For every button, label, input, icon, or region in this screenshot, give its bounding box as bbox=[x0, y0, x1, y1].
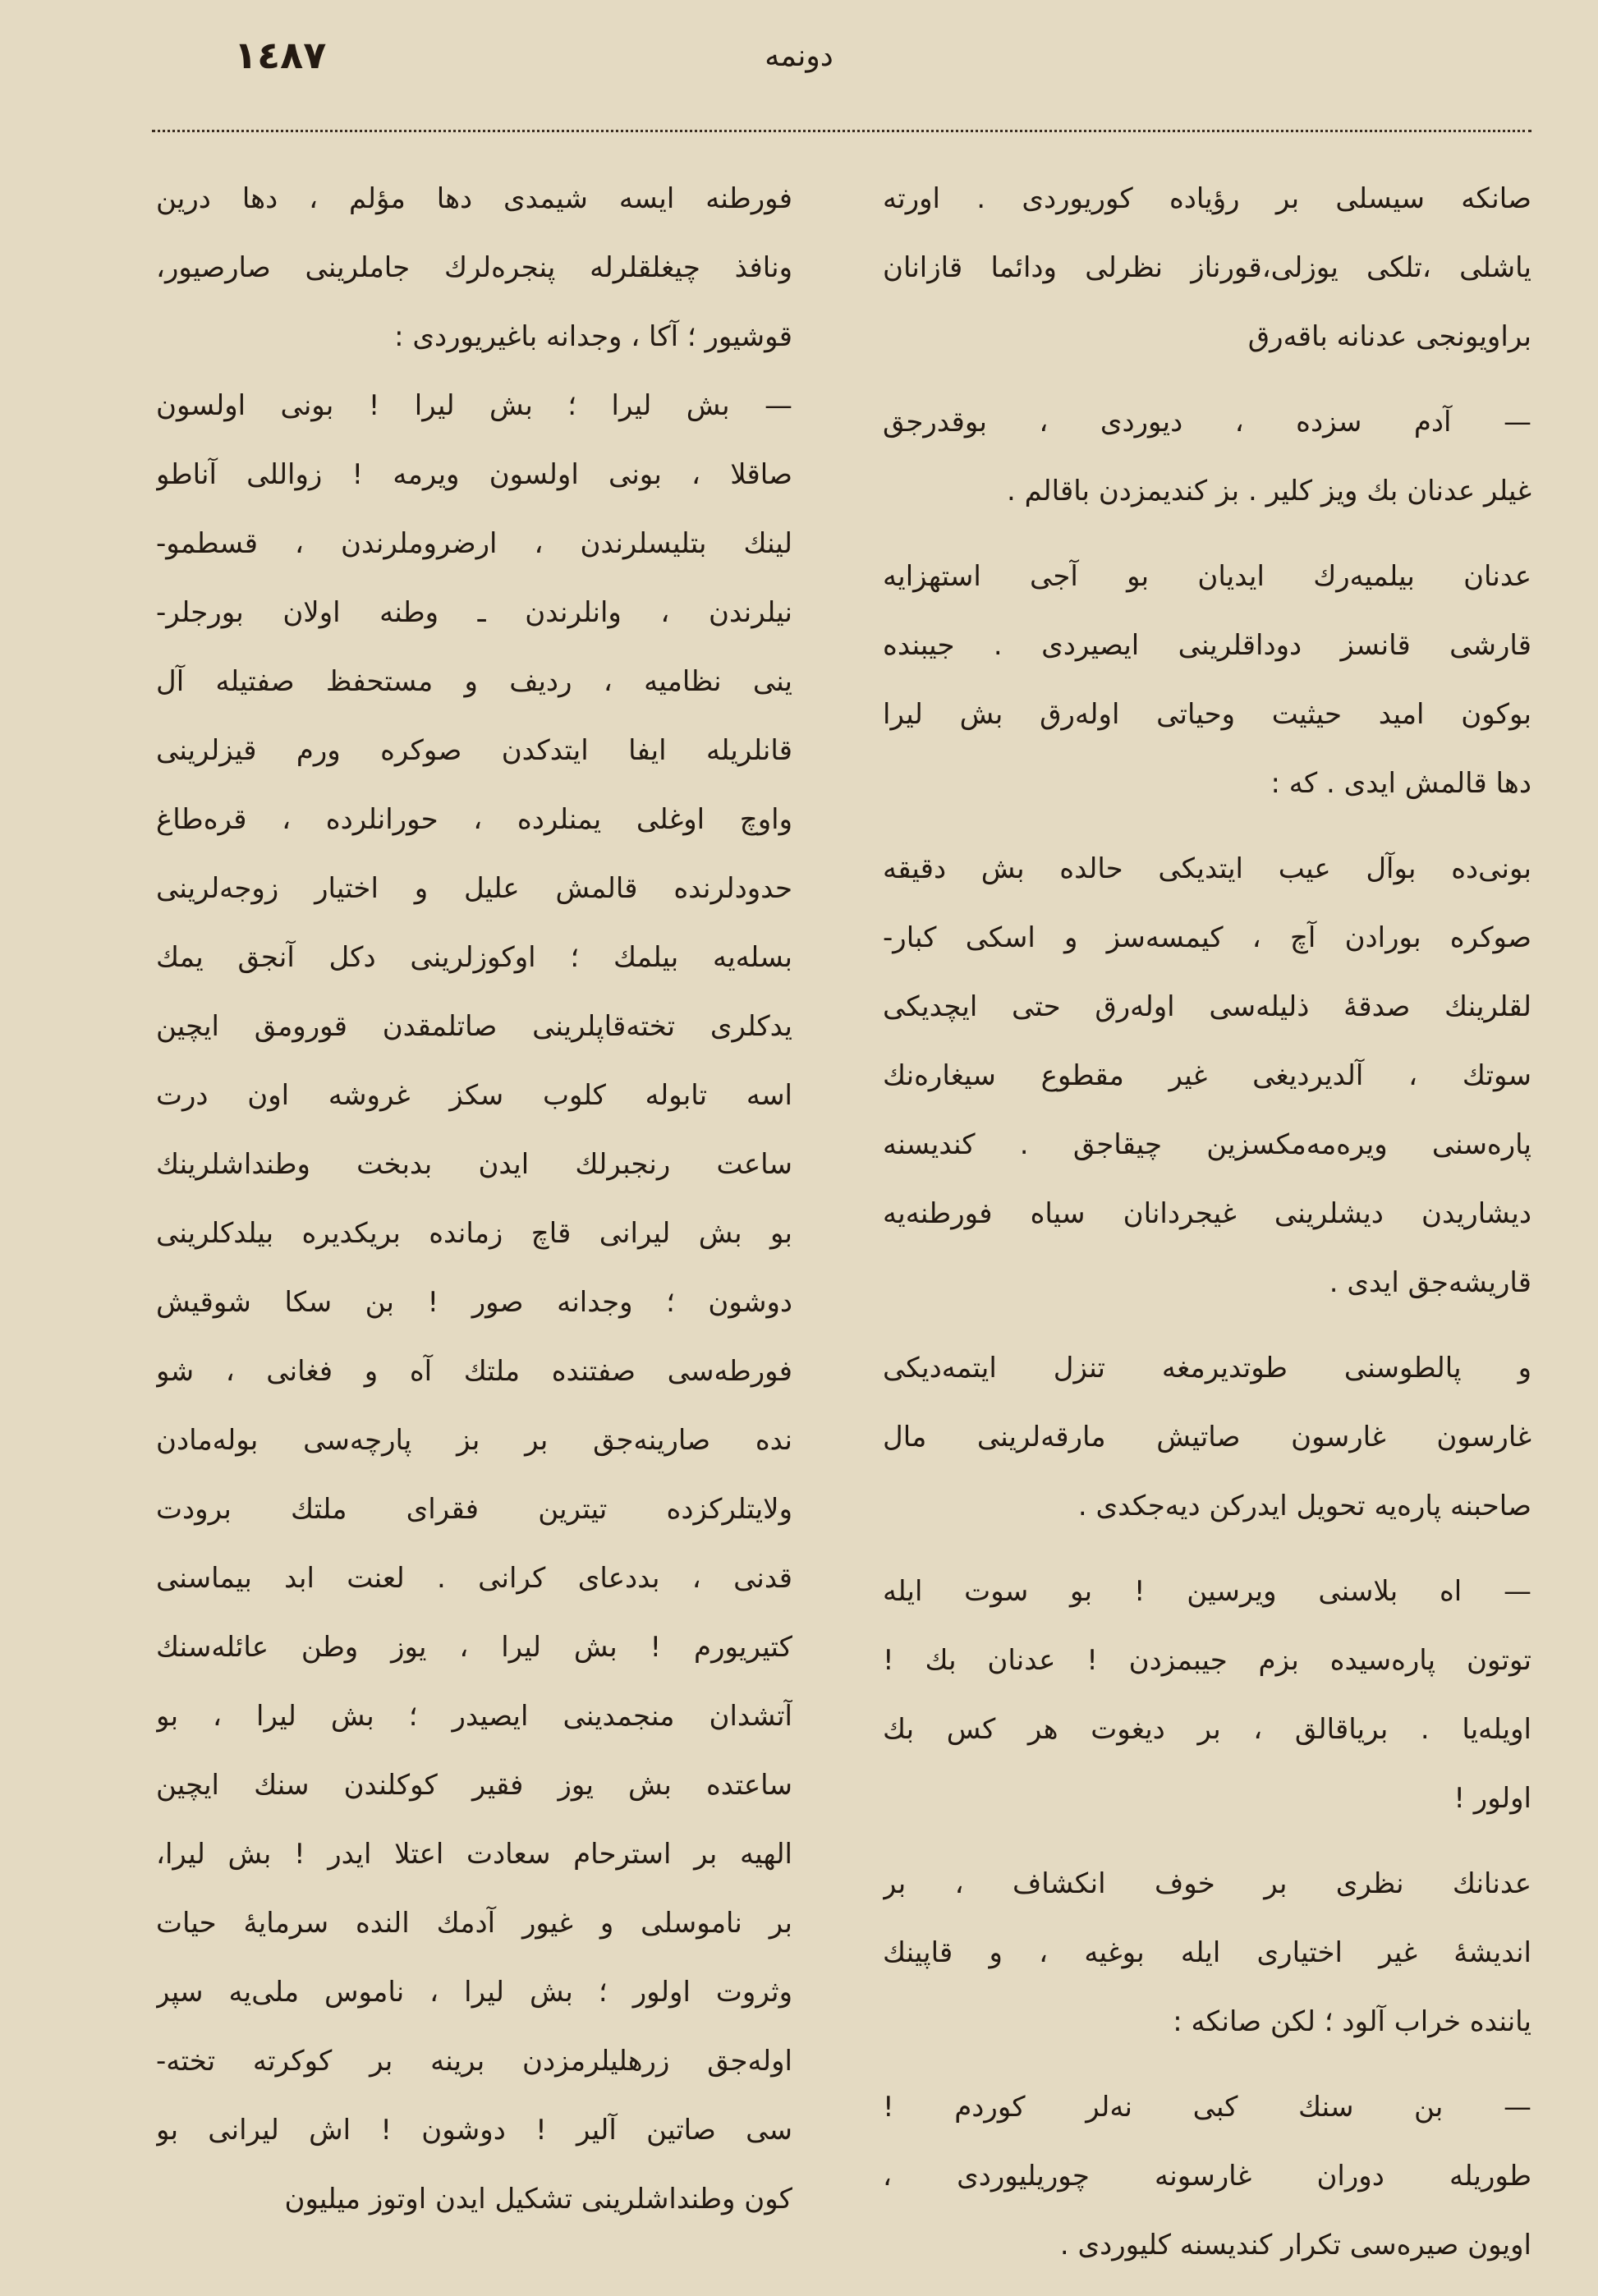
text-line: توتون پاره‌سیده بزم جیبمزدن ! عدنان بك ! bbox=[883, 1644, 1531, 1677]
text-column-left bbox=[156, 164, 792, 2234]
text-line: براویونجی عدنانه باقه‌رق bbox=[1247, 320, 1531, 353]
text-line: پاره‌سنی ویره‌مه‌مکسزین چیقاجق . کندیسنه bbox=[883, 1128, 1531, 1161]
text-line: حدودلرنده قالمش علیل و اختیار زوجه‌لرینی bbox=[156, 872, 792, 905]
text-line: — بش لیرا ؛ بش لیرا ! بونی اولسون bbox=[156, 389, 792, 422]
text-line: کتیریورم ! بش لیرا ، یوز وطن عائله‌سنك bbox=[156, 1631, 792, 1664]
paragraph bbox=[883, 164, 1531, 371]
text-line: غارسون غارسون صاتیش مارقه‌لرینی مال bbox=[883, 1421, 1531, 1453]
text-line: صانکه سیسلی بر رؤیاده کوریوردی . اورته bbox=[883, 182, 1531, 215]
text-line: کون وطنداشلرینی تشکیل ایدن اوتوز میلیون bbox=[284, 2183, 792, 2216]
paragraph bbox=[883, 1849, 1531, 2056]
text-line: اوله‌جق زرهلیلرمزدن برینه بر کوکرته تخته- bbox=[156, 2045, 792, 2078]
text-line: اویون صیره‌سی تکرار کندیسنه کلیوردی . bbox=[1059, 2229, 1531, 2262]
paragraph bbox=[883, 542, 1531, 818]
text-line: الهیه بر استرحام سعادت اعتلا ایدر ! بش لیرا، bbox=[156, 1838, 792, 1871]
text-line: قوشیور ؛ آکا ، وجدانه باغیریوردی : bbox=[394, 320, 792, 353]
text-line: عدنان بیلمیه‌رك ایدیان بو آجی استهزایه bbox=[883, 560, 1531, 593]
text-line: — بن سنك کبی نه‌لر کوردم ! bbox=[883, 2091, 1531, 2124]
text-line: واوچ اوغلی یمنلرده ، حورانلرده ، قره‌طاغ bbox=[156, 803, 792, 836]
text-line: صاحبنه پاره‌یه تحویل ایدرکن دیه‌جکدی . bbox=[1077, 1490, 1531, 1522]
text-line: صاقلا ، بونی اولسون ویرمه ! زواللی آناطو bbox=[156, 458, 792, 491]
paragraph bbox=[883, 1557, 1531, 1833]
text-line: یاشلی ،تلکی یوزلی،قورناز نظرلی ودائما قازانان bbox=[883, 251, 1531, 284]
text-line: سوتك ، آلدیردیغی غیر مقطوع سیغاره‌نك bbox=[883, 1059, 1531, 1092]
text-line: یدکلری تخته‌قاپلرینی صاتلمقدن قورومق ایچین bbox=[156, 1010, 792, 1043]
text-line: اولور ! bbox=[1453, 1782, 1531, 1815]
text-line: قارشی قانسز دوداقلرینی ایصیردی . جیبنده bbox=[883, 629, 1531, 662]
text-line: — اه بلاسنی ویرسین ! بو سوت ایله bbox=[883, 1575, 1531, 1608]
text-line: اندیشهٔ غیر اختیاری ایله بوغیه ، و قاپینك bbox=[883, 1936, 1531, 1969]
text-line: بو بش لیرانی قاچ زمانده بریکدیره بیلدکلرینی bbox=[156, 1217, 792, 1250]
text-line: بوکون امید حیثیت وحیاتی اوله‌رق بش لیرا bbox=[883, 698, 1531, 731]
text-line: دیشاریدن دیشلرینی غیجردانان سیاه فورطنه‌یه bbox=[883, 1197, 1531, 1230]
text-line: ساعتده بش یوز فقیر کوکلندن سنك ایچین bbox=[156, 1769, 792, 1802]
text-line: فورطنه ایسه شیمدی دها مؤلم ، دها درین bbox=[156, 182, 792, 215]
text-line: بر ناموسلی و غیور آدمك النده سرمایهٔ حیات bbox=[156, 1907, 792, 1940]
text-line: اسه تابوله کلوب سکز غروشه اون درت bbox=[156, 1079, 792, 1112]
text-column-right bbox=[883, 164, 1531, 2296]
paragraph bbox=[883, 2073, 1531, 2280]
text-line: بونی‌ده بوآل عیب ایتدیکی حالده بش دقیقه bbox=[883, 852, 1531, 885]
text-line: قانلریله ایفا ایتدکدن صوکره ورم قیزلرینی bbox=[156, 734, 792, 767]
text-line: ونافذ چیغلقلرله پنجره‌لرك جاملرینی صارصیور، bbox=[156, 251, 792, 284]
text-line: طوریله دوران غارسونه چوریلیوردی ، bbox=[883, 2160, 1531, 2193]
page-number: ١٤٨٧ bbox=[234, 33, 327, 77]
text-line: قاریشه‌جق ایدی . bbox=[1329, 1266, 1531, 1299]
text-line: ولایتلرکزده تیترین فقرای ملتك برودت bbox=[156, 1493, 792, 1526]
text-line: یاننده خراب آلود ؛ لکن صانکه : bbox=[1173, 2005, 1531, 2038]
text-line: لینك بتلیسلرندن ، ارضروملرندن ، قسطمو- bbox=[156, 527, 792, 560]
text-line: وثروت اولور ؛ بش لیرا ، ناموس ملی‌یه سپر bbox=[156, 1976, 792, 2009]
text-line: نیلرندن ، وانلرندن ـ وطنه اولان بورجلر- bbox=[156, 596, 792, 629]
text-line: صوکره بورادن آچ ، کیمسه‌سز و اسکی کبار- bbox=[883, 921, 1531, 954]
text-line: فورطه‌سی صفتنده ملتك آه و فغانی ، شو bbox=[156, 1355, 792, 1388]
text-line: عدنانك نظری بر خوف انکشاف ، بر bbox=[883, 1867, 1531, 1900]
header-divider bbox=[152, 130, 1531, 132]
text-line: غیلر عدنان بك ویز کلیر . بز کندیمزدن باقالم . bbox=[1006, 475, 1531, 507]
paragraph bbox=[883, 1334, 1531, 1541]
text-line: ینی نظامیه ، ردیف و مستحفظ صفتیله آل bbox=[156, 665, 792, 698]
running-title: دونمه bbox=[765, 39, 833, 73]
text-line: نده صارینه‌جق بر بز پارچه‌سی بوله‌مادن bbox=[156, 1424, 792, 1457]
text-line: بسله‌یه بیلمك ؛ اوکوزلرینی دکل آنجق یمك bbox=[156, 941, 792, 974]
text-line: لقلرینك صدقهٔ ذلیله‌سی اوله‌رق حتی ایچدیکی bbox=[883, 990, 1531, 1023]
text-line: دوشون ؛ وجدانه صور ! بن سکا شوقیش bbox=[156, 1286, 792, 1319]
text-line: آتشدان منجمدینی ایصیدر ؛ بش لیرا ، بو bbox=[156, 1700, 792, 1733]
paragraph bbox=[156, 371, 792, 2234]
text-line: اویله‌یا . بریاقالق ، بر دیغوت هر کس بك bbox=[883, 1713, 1531, 1746]
text-line: ساعت رنجبرلك ایدن بدبخت وطنداشلرینك bbox=[156, 1148, 792, 1181]
text-line: قدنی ، بددعای کرانی . لعنت ابد بیماسنی bbox=[156, 1562, 792, 1595]
paragraph bbox=[883, 834, 1531, 1317]
paragraph bbox=[156, 164, 792, 371]
text-line: — آدم سزده ، دیوردی ، بوقدرجق bbox=[883, 406, 1531, 439]
text-line: سی صاتین آلیر ! دوشون ! اش لیرانی بو bbox=[156, 2114, 792, 2147]
text-line: و پالطوسنی طوتدیرمغه تنزل ایتمه‌دیکی bbox=[883, 1352, 1531, 1384]
text-line: دها قالمش ایدی . که : bbox=[1270, 767, 1531, 800]
paragraph bbox=[883, 388, 1531, 526]
